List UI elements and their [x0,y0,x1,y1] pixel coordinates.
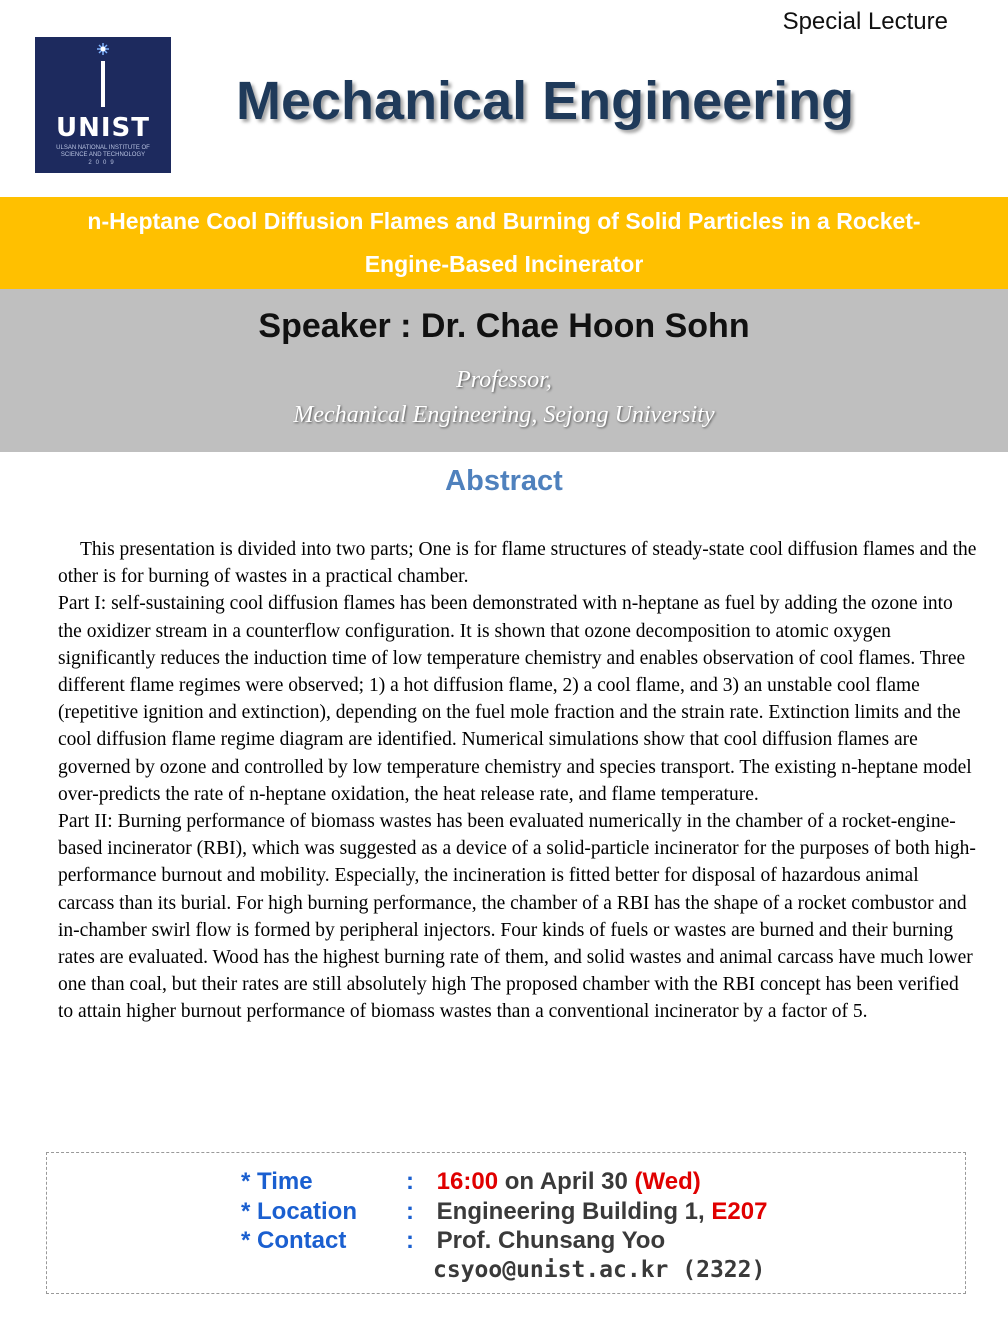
lecture-title-line-2: Engine-Based Incinerator [364,251,644,277]
time-hour: 16:00 [436,1168,499,1195]
time-colon: : [406,1168,414,1195]
abstract-body [58,536,978,1026]
speaker-name: Speaker : Dr. Chae Hoon Sohn [258,307,750,345]
abstract-heading: Abstract [445,465,563,497]
abstract-part-2: Part II: Burning performance of biomass wastes has been evaluated numerically in the chamber of a rocket-engine-based incinerator (RBI), which was suggested as a device of a solid-particle incinerator for the purposes of both high-performance burnout and mobility. Especially, the incineration is fitted better for disposal of hazardous animal carcass than its burial. For high burning performance, the chamber of a RBI has the shape of a rocket combustor and in-chamber swirl flow is formed by peripheral injectors. Four kinds of fuels or wastes are burned and their burning rates are evaluated. Wood has the highest burning rate of them, and solid wastes and animal carcass have much lower one than coal, but their rates are still absolutely high The proposed chamber with the RBI concept has been verified to attain higher burnout performance of biomass wastes than a conventional incinerator by a factor of 5. [58,811,976,1023]
contact-row [241,1226,665,1256]
time-day: 30 [601,1168,628,1195]
contact-email-row [433,1256,765,1286]
location-room: E207 [711,1198,768,1225]
location-row [241,1197,767,1227]
special-lecture-label: Special Lecture [782,8,948,35]
torch-icon [35,37,171,117]
time-on: on April [504,1168,595,1195]
abstract-part-1: Part I: self-sustaining cool diffusion flames has been demonstrated with n-heptane as fuel by adding the ozone into the oxidizer stream in a counterflow configuration. It is shown that ozone decomposition to atomic oxygen significantly reduces the induction time of low temperature chemistry and enables observation of cool flames. Three different flame regimes were observed; 1) a hot diffusion flame, 2) a cool flame, and 3) an unstable cool flame (repetitive ignition and extinction), depending on the fuel mole fraction and the strain rate. Extinction limits and the cool diffusion flame regime diagram are identified. Numerical simulations show that cool diffusion flames are governed by ozone and controlled by low temperature chemistry and species transport. The existing n-heptane model over-predicts the rate of n-heptane oxidation, the heat release rate, and flame temperature. [58,593,972,805]
unist-logo [35,37,171,173]
time-row [241,1167,701,1197]
contact-email[interactable]: csyoo@unist.ac.kr (2322) [433,1257,766,1283]
logo-wordmark: UNIST [55,113,150,143]
speaker-panel [0,289,1008,452]
time-weekday: (Wed) [634,1168,701,1195]
contact-label: * Contact [241,1227,347,1254]
contact-name: Prof. Chunsang Yoo [436,1227,666,1254]
lecture-title-line-1: n-Heptane Cool Diffusion Flames and Burning of Solid Particles in a Rocket- [87,208,921,234]
logo-year: 2009 [88,160,118,166]
location-colon: : [406,1198,414,1225]
location-label: * Location [241,1198,358,1225]
logo-subtitle: ULSAN NATIONAL INSTITUTE OF SCIENCE AND TECHNOLOGY [56,145,150,158]
speaker-affiliation: Mechanical Engineering, Sejong University [293,402,715,428]
location-value: Engineering Building 1, [436,1198,705,1225]
contact-colon: : [406,1227,414,1254]
lecture-title-banner [0,197,1008,289]
speaker-role: Professor, [456,367,552,393]
event-info-box [46,1152,966,1294]
time-label: * Time [241,1168,313,1195]
abstract-intro: This presentation is divided into two parts; One is for flame structures of steady-state cool diffusion flames and the other is for burning of wastes in a practical chamber. [58,539,977,588]
department-title: Mechanical Engineering [236,71,855,131]
